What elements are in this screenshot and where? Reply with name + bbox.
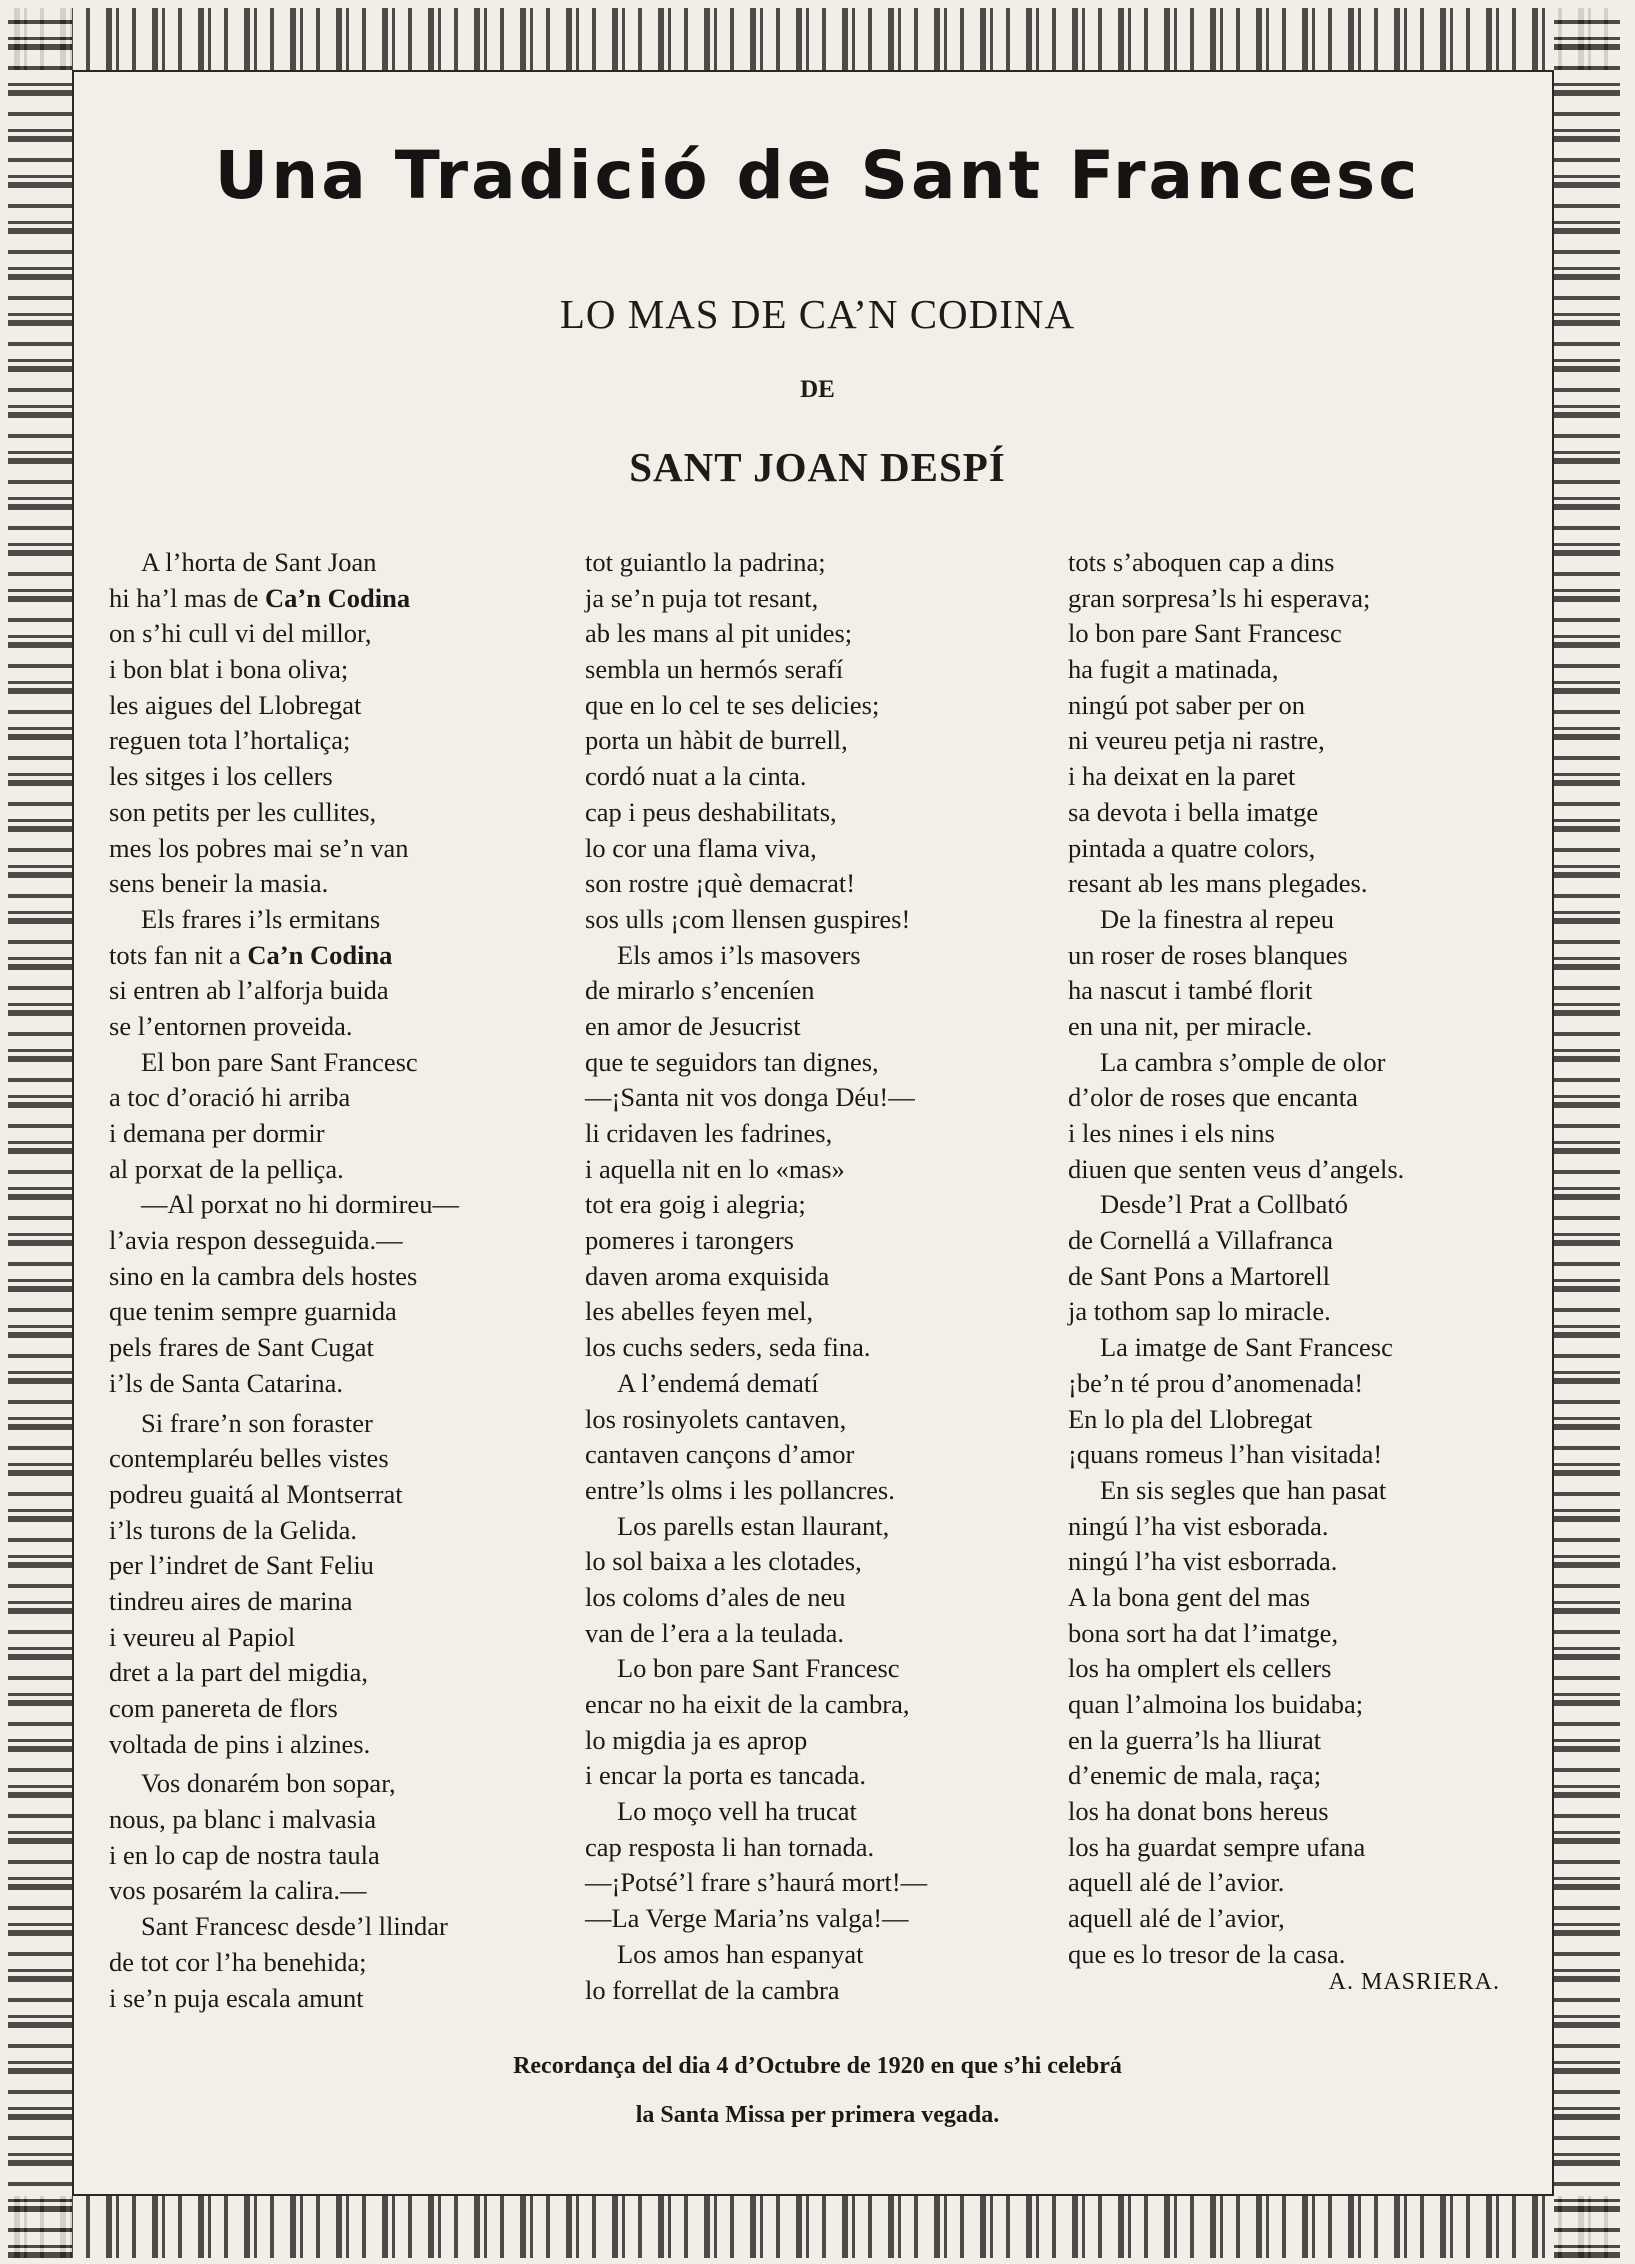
poem-line-text: hi ha’l mas de	[109, 582, 266, 613]
poem-line-text: ha fugit a matinada,	[1068, 654, 1279, 685]
poem-line	[585, 1187, 927, 1223]
poem-line	[109, 1330, 459, 1366]
poem-line-text: les abelles feyen mel,	[585, 1296, 814, 1327]
poem-line	[1068, 1901, 1404, 1937]
poem-line	[109, 1080, 459, 1116]
poem-line-text: i’ls turons de la Gelida.	[109, 1514, 358, 1545]
poem-line-text: a toc d’oració hi arriba	[109, 1082, 351, 1113]
poem-line-text: tot guiantlo la padrina;	[585, 547, 826, 577]
poem-line	[1068, 1830, 1404, 1866]
poem-line	[109, 1655, 459, 1691]
poem-line	[585, 1794, 927, 1830]
poem-line	[109, 1513, 459, 1549]
poem-line-text: se l’entornen proveida.	[109, 1010, 353, 1041]
poem-line-text: van de l’era a la teulada.	[585, 1617, 844, 1648]
poem-line	[585, 902, 927, 938]
poem-line	[1068, 1294, 1404, 1330]
poem-line-text: Los amos han espanyat	[617, 1938, 864, 1969]
bold-place-name: Ca’n Codina	[247, 939, 393, 970]
poem-line-text: Sant Francesc desde’l llindar	[141, 1911, 448, 1942]
poem-line-text: podreu guaitá al Montserrat	[109, 1478, 403, 1509]
poem-line-text: pintada a quatre colors,	[1068, 832, 1316, 863]
poem-line-text: encar no ha eixit de la cambra,	[585, 1689, 910, 1719]
poem-line-text: un roser de roses blanques	[1068, 939, 1348, 970]
poem-line	[585, 1651, 927, 1687]
poem-line	[585, 1830, 927, 1866]
poem-line	[585, 1616, 927, 1652]
poem-line-text: los ha guardat sempre ufana	[1068, 1831, 1366, 1862]
subtitle-mas: LO MAS DE CA’N CODINA	[559, 291, 1076, 337]
poem-line-text: ningú pot saber per on	[1068, 689, 1305, 720]
poem-line-text: l’avia respon desseguida.—	[109, 1225, 403, 1256]
poem-line	[109, 938, 459, 974]
poem-line	[585, 973, 927, 1009]
poem-line-text: i aquella nit en lo «mas»	[585, 1153, 845, 1184]
poem-line-text: Desde’l Prat a Collbató	[1100, 1189, 1349, 1220]
poem-line	[585, 688, 927, 724]
poem-line	[1068, 652, 1404, 688]
poem-line-text: de Sant Pons a Martorell	[1068, 1260, 1331, 1291]
poem-line	[109, 545, 459, 581]
poem-line	[109, 1294, 459, 1330]
poem-line-text: los ha donat bons hereus	[1068, 1796, 1329, 1827]
poem-line	[1068, 1223, 1404, 1259]
poem-line-text: cap i peus deshabilitats,	[585, 796, 837, 827]
poem-line	[109, 1909, 459, 1945]
poem-line-text: resant ab les mans plegades.	[1068, 868, 1368, 899]
poem-line-text: —¡Santa nit vos donga Déu!—	[585, 1082, 915, 1113]
poem-line-text: tots fan nit a	[109, 939, 248, 970]
poem-line	[1068, 902, 1404, 938]
poem-line	[585, 938, 927, 974]
poem-line	[109, 1259, 459, 1295]
poem-line-text: de mirarlo s’enceníen	[585, 975, 815, 1006]
poem-line-text: i en lo cap de nostra taula	[109, 1839, 380, 1870]
poem-line-text: dret a la part del migdia,	[109, 1657, 369, 1688]
poem-line	[585, 1223, 927, 1259]
poem-line-text: que en lo cel te ses delicies;	[585, 689, 880, 720]
poem-line	[109, 902, 459, 938]
footer-line-1: Recordança del dia 4 d’Octubre de 1920 en que s’hi celebrá	[513, 2053, 1122, 2079]
poem-line-text: La imatge de Sant Francesc	[1100, 1332, 1393, 1363]
poem-line	[585, 1973, 927, 2009]
poem-line	[1068, 1687, 1404, 1723]
poem-line-text: en la guerra’ls ha lliurat	[1068, 1724, 1322, 1755]
poem-line-text: En lo pla del Llobregat	[1068, 1403, 1313, 1434]
poem-line-text: en amor de Jesucrist	[585, 1010, 801, 1041]
poem-line	[1068, 723, 1404, 759]
ornamental-border-top	[14, 8, 1614, 70]
poem-line-text: Els amos i’ls masovers	[617, 939, 861, 970]
poem-line	[585, 1758, 927, 1794]
poem-line	[585, 1544, 927, 1580]
poem-line	[585, 1116, 927, 1152]
ornamental-border-left	[8, 8, 72, 2258]
poem-line	[109, 1406, 459, 1442]
poem-line-text: diuen que senten veus d’angels.	[1068, 1153, 1405, 1184]
poem-line	[109, 1116, 459, 1152]
poem-line	[585, 1045, 927, 1081]
poem-line	[1068, 1009, 1404, 1045]
poem-line	[1068, 1259, 1404, 1295]
poem-line	[585, 1080, 927, 1116]
poem-line	[1068, 1580, 1404, 1616]
poem-line-text: lo migdia ja es aprop	[585, 1724, 808, 1755]
poem-line-text: li cridaven les fadrines,	[585, 1118, 833, 1148]
poem-line	[109, 616, 459, 652]
poem-line-text: tots s’aboquen cap a dins	[1068, 547, 1335, 577]
poem-line-text: ¡be’n té prou d’anomenada!	[1068, 1367, 1364, 1398]
poem-line-text: per l’indret de Sant Feliu	[109, 1550, 374, 1581]
poem-line-text: i se’n puja escala amunt	[109, 1982, 364, 2013]
poem-line	[109, 1727, 459, 1763]
subtitle-place: SANT JOAN DESPÍ	[629, 444, 1006, 490]
poem-line	[109, 1187, 459, 1223]
poem-line-text: En sis segles que han pasat	[1100, 1474, 1387, 1505]
poem-line-text: pels frares de Sant Cugat	[109, 1332, 374, 1363]
poem-line-text: ab les mans al pit unides;	[585, 618, 853, 649]
poem-line	[109, 688, 459, 724]
poem-line-text: si entren ab l’alforja buida	[109, 975, 389, 1006]
poem-line	[585, 545, 927, 581]
poem-line	[585, 1152, 927, 1188]
poem-line-text: cantaven cançons d’amor	[585, 1439, 855, 1470]
poem-line	[109, 831, 459, 867]
poem-line-text: ¡quans romeus l’han visitada!	[1068, 1439, 1383, 1470]
poem-line	[1068, 545, 1404, 581]
poem-line	[585, 1687, 927, 1723]
poem-line-text: pomeres i tarongers	[585, 1225, 794, 1256]
poem-line	[1068, 616, 1404, 652]
poem-line-text: i encar la porta es tancada.	[585, 1760, 867, 1791]
poem-line-text: i veureu al Papiol	[109, 1621, 296, 1652]
poem-line-text: Si frare’n son foraster	[141, 1407, 373, 1438]
poem-line-text: de tot cor l’ha benehida;	[109, 1946, 367, 1977]
poem-line	[1068, 1616, 1404, 1652]
poem-line	[585, 1865, 927, 1901]
poem-line-text: El bon pare Sant Francesc	[141, 1046, 418, 1077]
poem-line	[1068, 1473, 1404, 1509]
poem-line	[585, 1294, 927, 1330]
poem-line-text: Vos donarém bon sopar,	[141, 1768, 396, 1799]
poem-line	[109, 652, 459, 688]
ornamental-border-right	[1554, 8, 1620, 2258]
poem-line-text: entre’ls olms i les pollancres.	[585, 1474, 895, 1505]
footer-line-2: la Santa Missa per primera vegada.	[635, 2102, 1000, 2128]
poem-line	[1068, 938, 1404, 974]
poem-line	[585, 616, 927, 652]
poem-line-text: —Al porxat no hi dormireu—	[141, 1189, 459, 1220]
poem-line-text: son rostre ¡què demacrat!	[585, 868, 856, 899]
poem-line-text: quan l’almoina los buidaba;	[1068, 1689, 1364, 1719]
poem-line-text: d’olor de roses que encanta	[1068, 1082, 1358, 1113]
poem-line-text: A l’endemá dematí	[617, 1367, 819, 1398]
poem-column-2	[585, 545, 927, 2008]
poem-line	[109, 1366, 459, 1402]
poem-line	[109, 973, 459, 1009]
poem-line-text: ningú l’ha vist esborada.	[1068, 1510, 1329, 1541]
poem-line-text: que te seguidors tan dignes,	[585, 1046, 879, 1077]
poem-line-text: A la bona gent del mas	[1068, 1581, 1311, 1612]
poem-line	[109, 866, 459, 902]
poem-line	[585, 1473, 927, 1509]
poem-line	[109, 1981, 459, 2017]
poem-line-text: lo forrellat de la cambra	[585, 1974, 840, 2005]
poem-line	[109, 795, 459, 831]
poem-line	[109, 1873, 459, 1909]
poem-line-text: daven aroma exquisida	[585, 1260, 830, 1291]
poem-line	[109, 1945, 459, 1981]
poem-line	[1068, 1045, 1404, 1081]
poem-line	[109, 1691, 459, 1727]
poem-line-text: voltada de pins i alzines.	[109, 1728, 371, 1759]
poem-line-text: —La Verge Maria’ns valga!—	[585, 1903, 909, 1934]
poem-line	[585, 1402, 927, 1438]
poem-line-text: i ha deixat en la paret	[1068, 761, 1296, 792]
poem-line-text: son petits per les cullites,	[109, 796, 377, 827]
poem-line	[585, 759, 927, 795]
poem-line-text: tot era goig i alegria;	[585, 1189, 806, 1220]
poem-line-text: A l’horta de Sant Joan	[141, 547, 377, 577]
poem-line-text: —¡Potsé’l frare s’haurá mort!—	[585, 1867, 928, 1898]
poem-line	[109, 1584, 459, 1620]
poem-line-text: De la finestra al repeu	[1100, 903, 1334, 934]
poem-line	[109, 581, 459, 617]
poem-line	[109, 1223, 459, 1259]
poem-line-text: i demana per dormir	[109, 1118, 325, 1148]
poem-line	[585, 1723, 927, 1759]
poem-line-text: lo cor una flama viva,	[585, 832, 817, 863]
poem-line-text: les aigues del Llobregat	[109, 689, 362, 720]
poem-line-text: contemplaréu belles vistes	[109, 1443, 389, 1474]
author-signature: A. MASRIERA.	[1328, 1969, 1500, 1995]
poem-line-text: los cuchs seders, seda fina.	[585, 1332, 871, 1363]
poem-line	[585, 1437, 927, 1473]
poem-line-text: Els frares i’ls ermitans	[141, 903, 381, 934]
poem-line-text: al porxat de la pelliça.	[109, 1153, 344, 1184]
poem-line	[1068, 1544, 1404, 1580]
poem-line-text: ningú l’ha vist esborrada.	[1068, 1546, 1338, 1577]
poem-line	[109, 723, 459, 759]
poem-line-text: sens beneir la masia.	[109, 868, 329, 899]
poem-line-text: Lo moço vell ha trucat	[617, 1796, 857, 1827]
poem-line-text: que es lo tresor de la casa.	[1068, 1938, 1346, 1969]
poem-line-text: i’ls de Santa Catarina.	[109, 1367, 344, 1398]
poem-line	[109, 1802, 459, 1838]
poem-line-text: cordó nuat a la cinta.	[585, 761, 807, 792]
poem-line-text: sos ulls ¡com llensen guspires!	[585, 903, 911, 934]
poem-line-text: vos posarém la calira.—	[109, 1875, 367, 1906]
poem-line-text: les sitges i los cellers	[109, 761, 333, 792]
poem-line-text: los ha omplert els cellers	[1068, 1653, 1332, 1684]
poem-line	[1068, 1651, 1404, 1687]
poem-line-text: lo sol baixa a les clotades,	[585, 1546, 862, 1577]
poem-line-text: sembla un hermós serafí	[585, 654, 844, 685]
poem-line	[585, 581, 927, 617]
poem-line	[1068, 1080, 1404, 1116]
poem-line-text: ni veureu petja ni rastre,	[1068, 725, 1325, 756]
poem-line-text: com panereta de flors	[109, 1693, 338, 1723]
poem-line-text: gran sorpresa’ls hi esperava;	[1068, 582, 1371, 613]
poem-line-text: bona sort ha dat l’imatge,	[1068, 1617, 1339, 1648]
poem-line	[1068, 1937, 1404, 1973]
poem-line	[1068, 831, 1404, 867]
poem-line	[109, 1477, 459, 1513]
poem-line	[585, 723, 927, 759]
poem-line	[585, 831, 927, 867]
poem-line	[585, 652, 927, 688]
poem-line	[1068, 1402, 1404, 1438]
poem-line	[1068, 1366, 1404, 1402]
poem-line	[585, 795, 927, 831]
poem-line	[1068, 759, 1404, 795]
poem-line	[1068, 1758, 1404, 1794]
poem-line-text: i bon blat i bona oliva;	[109, 654, 349, 685]
poem-line	[1068, 1437, 1404, 1473]
poem-line-text: ha nascut i també florit	[1068, 975, 1313, 1006]
poem-line	[1068, 1865, 1404, 1901]
poem-line-text: de Cornellá a Villafranca	[1068, 1225, 1333, 1256]
poem-line	[109, 1152, 459, 1188]
poem-line	[585, 1009, 927, 1045]
poem-line-text: ja se’n puja tot resant,	[585, 582, 819, 613]
poem-line-text: los rosinyolets cantaven,	[585, 1403, 847, 1434]
ornamental-border-bottom	[14, 2196, 1614, 2258]
poem-line	[109, 1548, 459, 1584]
poem-line	[109, 759, 459, 795]
poem-column-3	[1068, 545, 1404, 1973]
poem-line-text: en una nit, per miracle.	[1068, 1010, 1313, 1041]
poem-line	[585, 866, 927, 902]
poem-line-text: La cambra s’omple de olor	[1100, 1046, 1386, 1077]
poem-line-text: porta un hàbit de burrell,	[585, 725, 848, 756]
poem-line	[109, 1441, 459, 1477]
poem-line-text: tindreu aires de marina	[109, 1585, 353, 1616]
poem-line	[109, 1045, 459, 1081]
poem-line	[585, 1580, 927, 1616]
poem-line	[1068, 1187, 1404, 1223]
poem-line-text: i les nines i els nins	[1068, 1118, 1275, 1148]
poem-line	[1068, 1794, 1404, 1830]
poem-line-text: sa devota i bella imatge	[1068, 796, 1319, 827]
poem-line	[1068, 1509, 1404, 1545]
poem-line-text: Lo bon pare Sant Francesc	[617, 1653, 900, 1684]
poem-line	[1068, 581, 1404, 617]
poem-line	[585, 1937, 927, 1973]
poem-line	[585, 1509, 927, 1545]
poem-line	[109, 1009, 459, 1045]
poem-line	[585, 1259, 927, 1295]
poem-line-text: aquell alé de l’avior,	[1068, 1903, 1285, 1934]
poem-line	[585, 1901, 927, 1937]
poem-line	[1068, 1152, 1404, 1188]
page-title: Una Tradició de Sant Francesc	[214, 137, 1421, 214]
poem-line-text: d’enemic de mala, raça;	[1068, 1760, 1322, 1791]
subtitle-de: DE	[800, 376, 835, 403]
poem-line	[1068, 1116, 1404, 1152]
poem-line-text: Los parells estan llaurant,	[617, 1510, 890, 1541]
poem-line	[1068, 973, 1404, 1009]
poem-line	[109, 1766, 459, 1802]
poem-line	[1068, 866, 1404, 902]
poem-line-text: cap resposta li han tornada.	[585, 1831, 875, 1862]
poem-line-text: sino en la cambra dels hostes	[109, 1260, 418, 1291]
poem-column-1	[109, 545, 459, 2016]
poem-line-text: que tenim sempre guarnida	[109, 1296, 397, 1327]
bold-place-name: Ca’n Codina	[265, 582, 411, 613]
poem-line-text: reguen tota l’hortaliça;	[109, 725, 351, 756]
poem-line	[1068, 1723, 1404, 1759]
poem-line	[585, 1366, 927, 1402]
poem-line-text: ja tothom sap lo miracle.	[1068, 1296, 1331, 1327]
poem-line	[109, 1838, 459, 1874]
poem-line-text: aquell alé de l’avior.	[1068, 1867, 1285, 1898]
poem-line-text: nous, pa blanc i malvasia	[109, 1804, 377, 1835]
poem-line	[585, 1330, 927, 1366]
poem-line	[109, 1620, 459, 1656]
poem-line-text: on s’hi cull vi del millor,	[109, 618, 372, 649]
poem-line	[1068, 795, 1404, 831]
poem-line-text: mes los pobres mai se’n van	[109, 832, 409, 863]
poem-line	[1068, 688, 1404, 724]
poem-line-text: lo bon pare Sant Francesc	[1068, 618, 1342, 649]
poem-line	[1068, 1330, 1404, 1366]
poem-line-text: los coloms d’ales de neu	[585, 1581, 846, 1612]
